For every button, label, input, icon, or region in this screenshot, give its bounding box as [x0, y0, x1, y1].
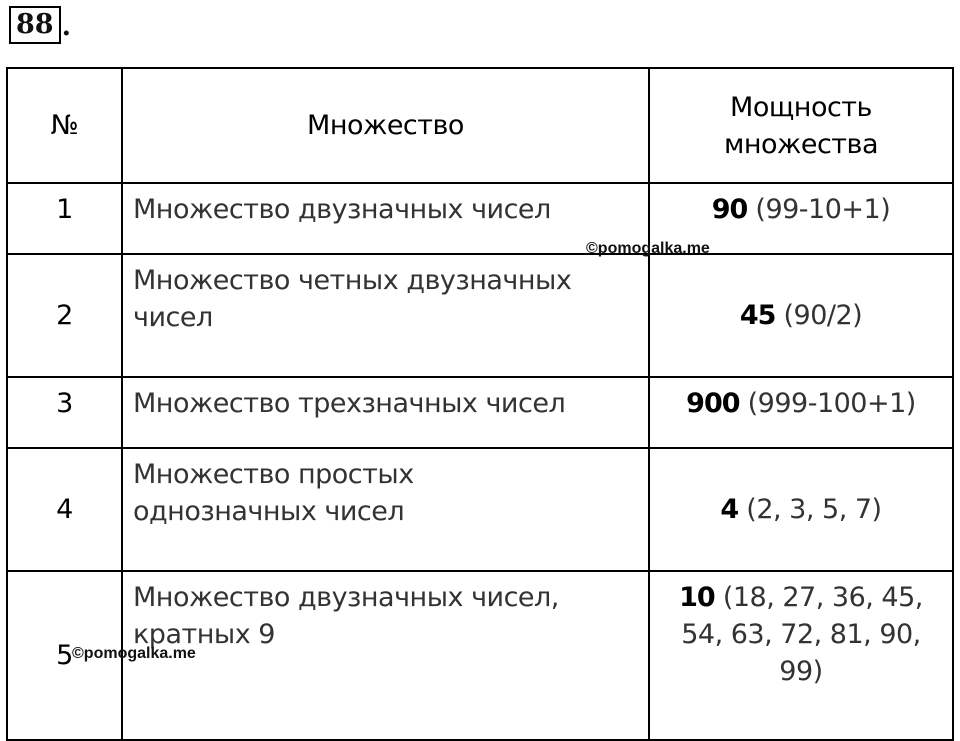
table-header-row — [7, 68, 953, 183]
power-value: 4 — [720, 494, 739, 525]
row-number: 5 — [7, 571, 122, 740]
sets-table — [6, 67, 954, 741]
set-name-text: Множество простых однозначных чисел — [133, 459, 414, 527]
power-note: (99-10+1) — [755, 194, 891, 225]
power-value: 10 — [679, 582, 715, 613]
task-number-dot: . — [61, 11, 71, 42]
set-name — [122, 448, 649, 571]
watermark: ©pomogalka.me — [72, 645, 196, 662]
watermark: ©pomogalka.me — [586, 240, 710, 257]
table-row — [7, 448, 953, 571]
header-power — [649, 68, 953, 183]
power-value: 90 — [711, 194, 748, 225]
power-note: (90/2) — [783, 300, 863, 331]
power-value: 900 — [686, 388, 740, 419]
task-number — [9, 6, 71, 44]
power-value: 45 — [739, 300, 776, 331]
set-name-text: Множество двузначных чисел, кратных 9 — [133, 582, 559, 650]
header-number: № — [7, 68, 122, 183]
set-power — [649, 448, 953, 571]
table-row — [7, 254, 953, 377]
power-note: (999-100+1) — [747, 388, 916, 419]
task-number-box: 88 — [9, 6, 61, 44]
row-number: 1 — [7, 183, 122, 254]
row-number: 2 — [7, 254, 122, 377]
table-row — [7, 377, 953, 448]
table-row — [7, 183, 953, 254]
header-set: Множество — [122, 68, 649, 183]
row-number: 4 — [7, 448, 122, 571]
set-name: Множество двузначных чисел — [122, 183, 649, 254]
power-note: (2, 3, 5, 7) — [746, 494, 882, 525]
set-name-text: Множество четных двузначных чисел — [133, 265, 572, 333]
set-name — [122, 254, 649, 377]
power-note: (18, 27, 36, 45, 54, 63, 72, 81, 90, 99) — [681, 582, 923, 687]
header-power-label: Мощность множества — [723, 91, 878, 160]
set-name: Множество трехзначных чисел — [122, 377, 649, 448]
set-power — [649, 254, 953, 377]
set-power — [649, 377, 953, 448]
row-number: 3 — [7, 377, 122, 448]
